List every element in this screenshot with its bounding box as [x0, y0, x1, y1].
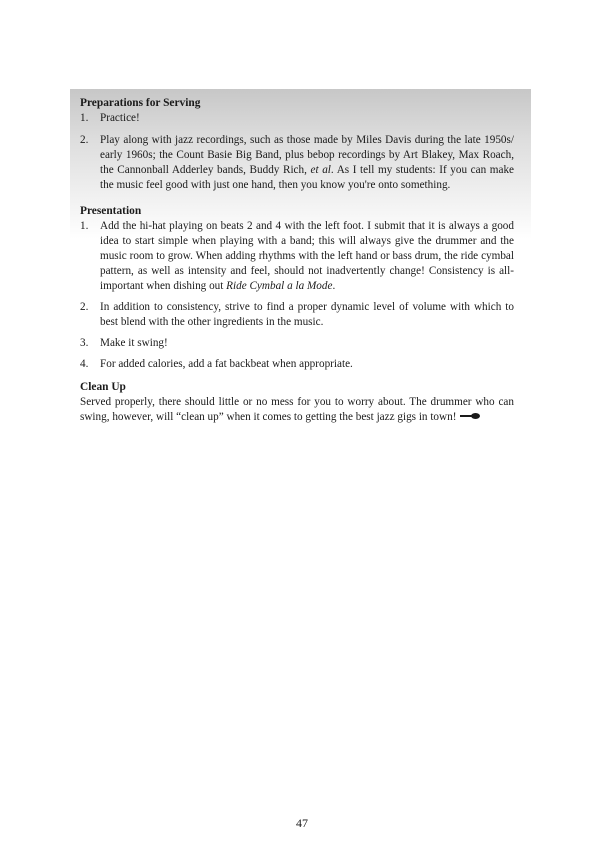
list-number: 1.: [80, 220, 89, 232]
list-text: Make it swing!: [100, 337, 168, 349]
presentation-heading: Presentation: [80, 205, 142, 217]
presentation-list: [80, 219, 514, 372]
page-number: 47: [296, 816, 308, 830]
list-text: .: [332, 280, 336, 292]
list-number: 2.: [80, 301, 89, 313]
list-number: 3.: [80, 337, 89, 349]
list-text: Play along with jazz recordings, such as those made by Miles Davis during the late 1950s/ early 1960s; the Count Basie Big Band, plus bebop recordings by Art Blakey, Max Roach, the Cannonball Adderley bands, Buddy Rich,: [100, 134, 514, 176]
cleanup-heading: Clean Up: [80, 381, 126, 393]
preparations-heading: Preparations for Serving: [80, 97, 201, 109]
list-text-italic: et al: [310, 164, 331, 176]
presentation-item-3: [80, 336, 514, 351]
list-number: 4.: [80, 358, 89, 370]
cleanup-text: Served properly, there should little or no mess for you to worry about. The drummer who can swing, however, will “clean up” when it comes to getting the best jazz gigs in town!: [80, 396, 514, 424]
list-text-italic: Ride Cymbal a la Mode: [226, 280, 333, 292]
list-text: Practice!: [100, 112, 140, 124]
cleanup-paragraph: [80, 395, 514, 425]
list-text: For added calories, add a fat backbeat when appropriate.: [100, 358, 353, 370]
presentation-item-4: [80, 357, 514, 372]
cleanup-section: [80, 380, 514, 425]
list-text: . As I tell my students: If you can make the music feel good with just one hand, then you know you're onto something.: [100, 164, 515, 191]
preparations-section: [80, 96, 514, 193]
list-number: 2.: [80, 134, 89, 146]
preparations-item-2: [80, 133, 514, 193]
presentation-section: [80, 204, 514, 372]
recipe-content: [80, 96, 514, 425]
list-text: Add the hi-hat playing on beats 2 and 4 with the left foot. I submit that it is always a good idea to start simple when playing with a band; this will always give the drummer and the music room to grow. When adding rhythms with the left hand or bass drum, the ride cymbal pattern, as well as intensity and feel, should not inadvertently change! Consistency is all-important when dishing out: [100, 220, 514, 292]
presentation-item-2: [80, 300, 514, 330]
preparations-list: [80, 111, 514, 193]
list-text: In addition to consistency, strive to find a proper dynamic level of volume with which to best blend with the other ingredients in the music.: [100, 301, 514, 328]
presentation-item-1: [80, 219, 514, 294]
list-number: 1.: [80, 112, 89, 124]
spoon-icon: [460, 410, 480, 425]
preparations-item-1: [80, 111, 514, 126]
